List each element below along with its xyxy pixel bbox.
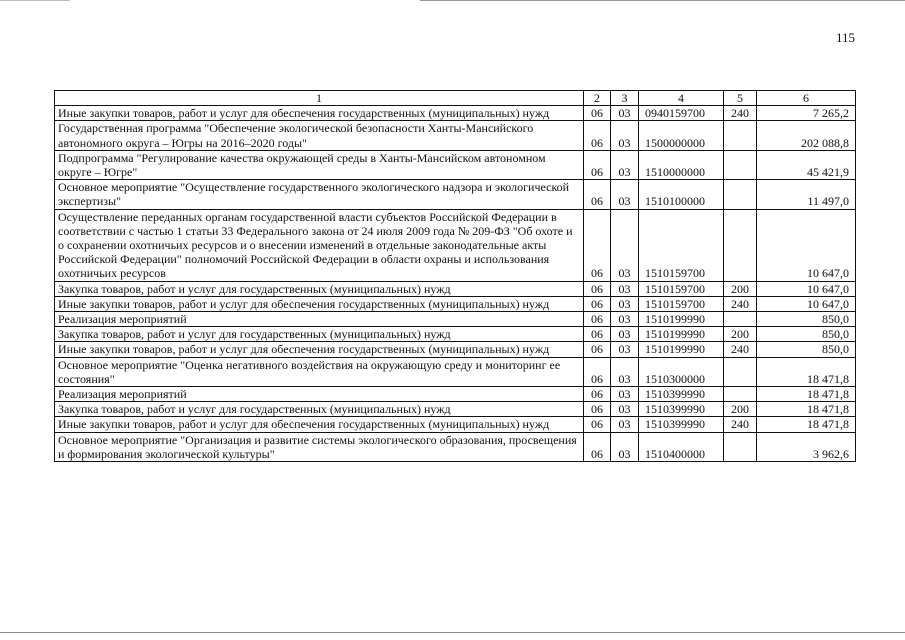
table-row [55, 417, 856, 432]
header-cell-3: 3 [611, 91, 639, 106]
expense-type-cell: 240 [724, 417, 757, 432]
section-code-cell: 06 [584, 327, 611, 342]
target-article-cell: 1510199990 [639, 342, 724, 357]
subsection-code-cell: 03 [611, 357, 639, 386]
table-row [55, 327, 856, 342]
expense-type-cell [724, 150, 757, 179]
subsection-code-cell: 03 [611, 296, 639, 311]
amount-cell: 18 471,8 [757, 387, 856, 402]
table-row [55, 106, 856, 121]
target-article-cell: 1510399990 [639, 387, 724, 402]
expense-type-cell [724, 209, 757, 281]
table-row [55, 180, 856, 209]
scan-edge-bottom [0, 632, 905, 633]
section-code-cell: 06 [584, 387, 611, 402]
subsection-code-cell: 03 [611, 281, 639, 296]
section-code-cell: 06 [584, 342, 611, 357]
item-name-cell: Реализация мероприятий [55, 312, 584, 327]
amount-cell: 850,0 [757, 312, 856, 327]
table-row [55, 387, 856, 402]
table-row [55, 121, 856, 150]
expense-type-cell [724, 387, 757, 402]
target-article-cell: 1510199990 [639, 327, 724, 342]
item-name-cell: Закупка товаров, работ и услуг для государственных (муниципальных) нужд [55, 281, 584, 296]
target-article-cell: 1510399990 [639, 402, 724, 417]
expense-type-cell: 240 [724, 342, 757, 357]
table-row [55, 150, 856, 179]
expense-type-cell: 200 [724, 327, 757, 342]
header-cell-6: 6 [757, 91, 856, 106]
amount-cell: 202 088,8 [757, 121, 856, 150]
item-name-cell: Иные закупки товаров, работ и услуг для обеспечения государственных (муниципальных) нужд [55, 296, 584, 311]
section-code-cell: 06 [584, 150, 611, 179]
target-article-cell: 1510159700 [639, 209, 724, 281]
expense-type-cell: 240 [724, 296, 757, 311]
subsection-code-cell: 03 [611, 150, 639, 179]
target-article-cell: 1510100000 [639, 180, 724, 209]
amount-cell: 7 265,2 [757, 106, 856, 121]
subsection-code-cell: 03 [611, 387, 639, 402]
header-cell-2: 2 [584, 91, 611, 106]
expense-type-cell: 200 [724, 281, 757, 296]
amount-cell: 18 471,8 [757, 417, 856, 432]
section-code-cell: 06 [584, 209, 611, 281]
scan-edge-top-left [0, 0, 70, 1]
expense-type-cell [724, 432, 757, 461]
section-code-cell: 06 [584, 296, 611, 311]
item-name-cell: Осуществление переданных органам государственной власти субъектов Российской Федерации в соответствии с частью 1 статьи 33 Федерального закона от 24 июля 2009 года № 209-ФЗ "Об охоте и о сохранении охотничьих ресурсов и о внесении изменений в отдельные законодательные акты Российской Федерации" полномочий Российской Федерации в области охраны и использования охотничьих ресурсов [55, 209, 584, 281]
amount-cell: 850,0 [757, 342, 856, 357]
table-row [55, 281, 856, 296]
target-article-cell: 1510199990 [639, 312, 724, 327]
subsection-code-cell: 03 [611, 342, 639, 357]
expense-type-cell: 240 [724, 106, 757, 121]
table-row [55, 342, 856, 357]
expense-type-cell [724, 121, 757, 150]
section-code-cell: 06 [584, 402, 611, 417]
target-article-cell: 1510159700 [639, 281, 724, 296]
page-number: 115 [836, 30, 856, 45]
item-name-cell: Государственная программа "Обеспечение экологической безопасности Ханты-Мансийского автономного округа – Югры на 2016–2020 годы" [55, 121, 584, 150]
amount-cell: 10 647,0 [757, 281, 856, 296]
section-code-cell: 06 [584, 357, 611, 386]
item-name-cell: Подпрограмма "Регулирование качества окружающей среды в Ханты-Мансийском автономном округе – Югре" [55, 150, 584, 179]
expense-type-cell: 200 [724, 402, 757, 417]
amount-cell: 3 962,6 [757, 432, 856, 461]
table-row [55, 296, 856, 311]
item-name-cell: Основное мероприятие "Оценка негативного воздействия на окружающую среду и мониторинг ее состояния" [55, 357, 584, 386]
table-row [55, 432, 856, 461]
section-code-cell: 06 [584, 417, 611, 432]
section-code-cell: 06 [584, 312, 611, 327]
section-code-cell: 06 [584, 180, 611, 209]
subsection-code-cell: 03 [611, 106, 639, 121]
item-name-cell: Основное мероприятие "Организация и развитие системы экологического образования, просвещения и формирования экологической культуры" [55, 432, 584, 461]
target-article-cell: 1510000000 [639, 150, 724, 179]
item-name-cell: Иные закупки товаров, работ и услуг для обеспечения государственных (муниципальных) нужд [55, 417, 584, 432]
amount-cell: 18 471,8 [757, 357, 856, 386]
target-article-cell: 1510159700 [639, 296, 724, 311]
item-name-cell: Закупка товаров, работ и услуг для государственных (муниципальных) нужд [55, 327, 584, 342]
subsection-code-cell: 03 [611, 417, 639, 432]
subsection-code-cell: 03 [611, 432, 639, 461]
subsection-code-cell: 03 [611, 312, 639, 327]
table-row [55, 209, 856, 281]
subsection-code-cell: 03 [611, 121, 639, 150]
header-cell-4: 4 [639, 91, 724, 106]
subsection-code-cell: 03 [611, 180, 639, 209]
section-code-cell: 06 [584, 121, 611, 150]
section-code-cell: 06 [584, 106, 611, 121]
item-name-cell: Иные закупки товаров, работ и услуг для обеспечения государственных (муниципальных) нужд [55, 106, 584, 121]
amount-cell: 45 421,9 [757, 150, 856, 179]
budget-table [54, 90, 856, 462]
amount-cell: 850,0 [757, 327, 856, 342]
item-name-cell: Закупка товаров, работ и услуг для государственных (муниципальных) нужд [55, 402, 584, 417]
header-cell-1: 1 [55, 91, 584, 106]
amount-cell: 11 497,0 [757, 180, 856, 209]
amount-cell: 10 647,0 [757, 296, 856, 311]
item-name-cell: Иные закупки товаров, работ и услуг для обеспечения государственных (муниципальных) нужд [55, 342, 584, 357]
section-code-cell: 06 [584, 281, 611, 296]
amount-cell: 10 647,0 [757, 209, 856, 281]
item-name-cell: Реализация мероприятий [55, 387, 584, 402]
target-article-cell: 1510399990 [639, 417, 724, 432]
table-row [55, 402, 856, 417]
amount-cell: 18 471,8 [757, 402, 856, 417]
target-article-cell: 1500000000 [639, 121, 724, 150]
subsection-code-cell: 03 [611, 402, 639, 417]
subsection-code-cell: 03 [611, 327, 639, 342]
target-article-cell: 0940159700 [639, 106, 724, 121]
target-article-cell: 1510400000 [639, 432, 724, 461]
section-code-cell: 06 [584, 432, 611, 461]
header-cell-5: 5 [724, 91, 757, 106]
subsection-code-cell: 03 [611, 209, 639, 281]
expense-type-cell [724, 312, 757, 327]
target-article-cell: 1510300000 [639, 357, 724, 386]
expense-type-cell [724, 180, 757, 209]
item-name-cell: Основное мероприятие "Осуществление государственного экологического надзора и экологической экспертизы" [55, 180, 584, 209]
table-row [55, 312, 856, 327]
budget-table-body [55, 91, 856, 462]
expense-type-cell [724, 357, 757, 386]
table-row [55, 357, 856, 386]
table-header-row [55, 91, 856, 106]
scan-edge-top [420, 0, 905, 1]
